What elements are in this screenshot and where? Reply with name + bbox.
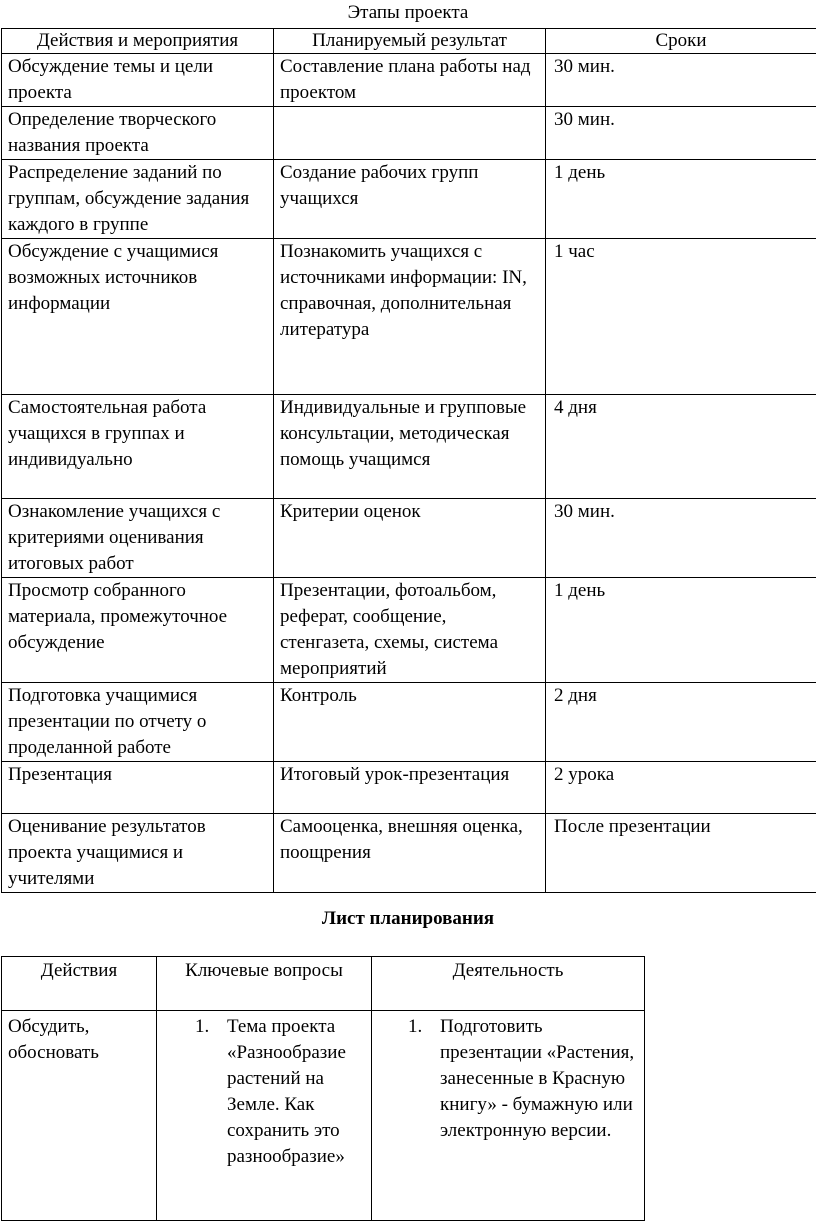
table-row [2,814,816,893]
cell-result: Критерии оценок [274,499,546,578]
stages-title: Этапы проекта [0,1,816,25]
list-item [195,1014,365,1170]
cell-term: После презентации [546,814,816,893]
table-row [2,762,816,814]
cell-result: Составление плана работы над проектом [274,54,546,107]
cell-term: 4 дня [546,395,816,499]
cell-action: Оценивание результатов проекта учащимися и учителями [2,814,274,893]
key-question-list [195,1014,365,1170]
column-header-actions: Действия [2,957,157,1011]
cell-action: Обсуждение темы и цели проекта [2,54,274,107]
list-item-number: 1. [408,1014,440,1144]
list-item-number: 1. [195,1014,227,1170]
plan-title: Лист планирования [0,906,816,932]
activity-list [408,1014,638,1144]
cell-action: Определение творческого названия проекта [2,107,274,160]
column-header-key-questions: Ключевые вопросы [157,957,372,1011]
table-row [2,54,816,107]
cell-term: 2 урока [546,762,816,814]
plan-table [1,956,645,1221]
cell-result: Познакомить учащихся с источниками информации: IN, справочная, дополнительная литература [274,239,546,395]
column-header-activity: Деятельность [372,957,645,1011]
stages-header-row [2,29,816,54]
list-item [408,1014,638,1144]
cell-term: 30 мин. [546,54,816,107]
cell-action: Распределение заданий по группам, обсуждение задания каждого в группе [2,160,274,239]
cell-action: Обсудить, обосновать [2,1011,157,1221]
table-row [2,1011,645,1221]
cell-result: Презентации, фотоальбом, реферат, сообщение, стенгазета, схемы, система мероприятий [274,578,546,683]
table-row [2,160,816,239]
cell-result: Индивидуальные и групповые консультации, методическая помощь учащимся [274,395,546,499]
cell-action: Самостоятельная работа учащихся в группах и индивидуально [2,395,274,499]
cell-action: Презентация [2,762,274,814]
cell-action: Ознакомление учащихся с критериями оценивания итоговых работ [2,499,274,578]
cell-term: 2 дня [546,683,816,762]
plan-header-row [2,957,645,1011]
table-row [2,395,816,499]
cell-action: Обсуждение с учащимися возможных источников информации [2,239,274,395]
table-row [2,578,816,683]
list-item-text: Подготовить презентации «Растения, занесенные в Красную книгу» - бумажную или электронную версии. [440,1014,638,1144]
cell-result [274,107,546,160]
cell-result: Создание рабочих групп учащихся [274,160,546,239]
cell-term: 1 час [546,239,816,395]
table-row [2,239,816,395]
column-header-actions: Действия и мероприятия [2,29,274,54]
cell-result: Итоговый урок-презентация [274,762,546,814]
cell-term: 30 мин. [546,499,816,578]
cell-activity [372,1011,645,1221]
cell-action: Подготовка учащимися презентации по отчету о проделанной работе [2,683,274,762]
cell-result: Контроль [274,683,546,762]
column-header-term: Сроки [546,29,816,54]
table-row [2,107,816,160]
cell-term: 30 мин. [546,107,816,160]
cell-action: Просмотр собранного материала, промежуточное обсуждение [2,578,274,683]
cell-result: Самооценка, внешняя оценка, поощрения [274,814,546,893]
column-header-result: Планируемый результат [274,29,546,54]
stages-table [1,28,816,893]
table-row [2,499,816,578]
table-row [2,683,816,762]
cell-key-question [157,1011,372,1221]
cell-term: 1 день [546,160,816,239]
list-item-text: Тема проекта «Разнообразие растений на Земле. Как сохранить это разнообразие» [227,1014,365,1170]
cell-term: 1 день [546,578,816,683]
